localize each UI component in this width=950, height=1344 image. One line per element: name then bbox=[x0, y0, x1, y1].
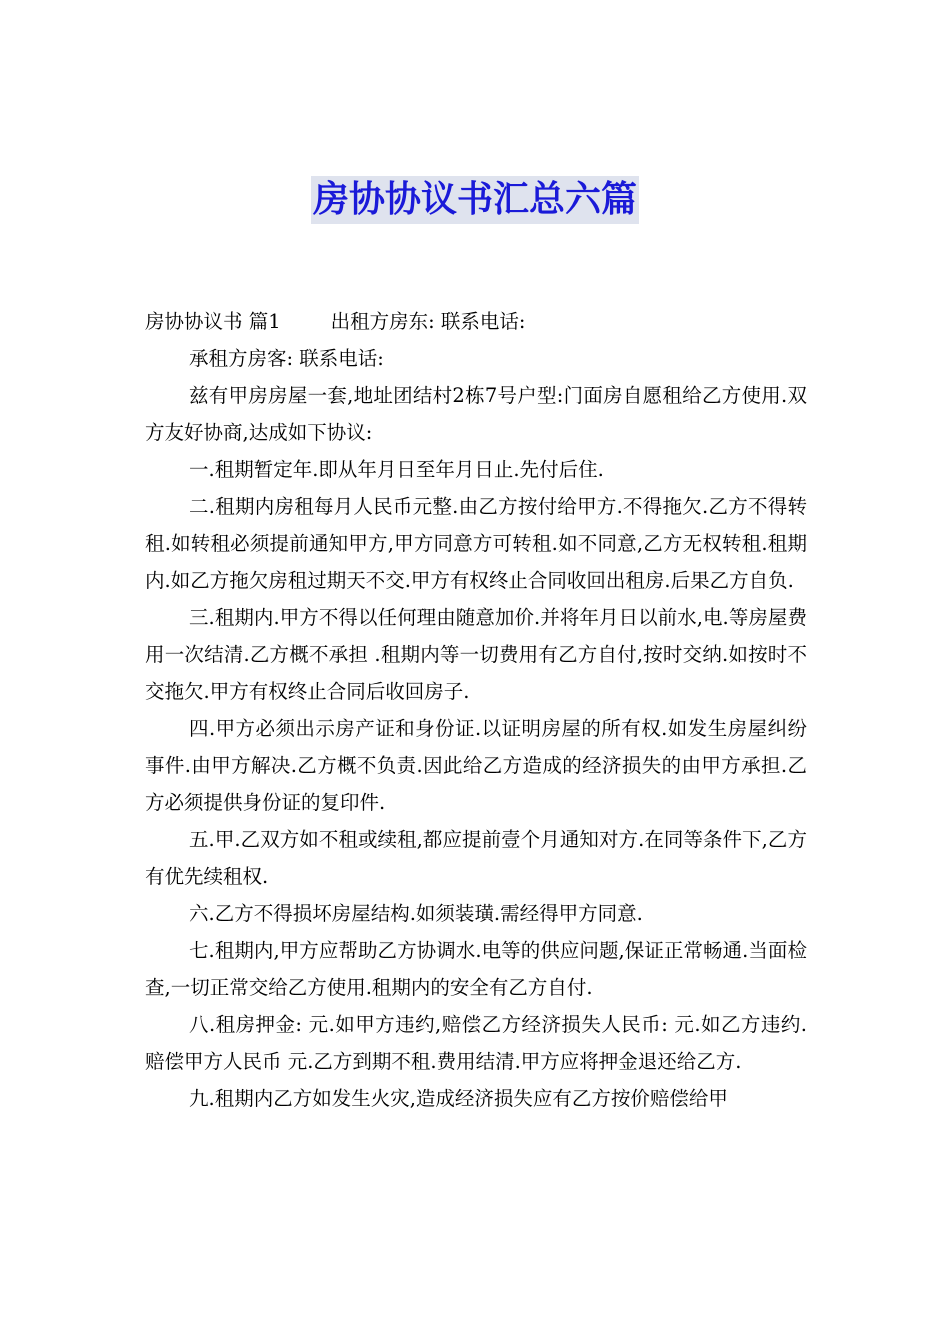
paragraph-clause-9: 九.租期内乙方如发生火灾,造成经济损失应有乙方按价赔偿给甲 bbox=[189, 1087, 728, 1110]
paragraph-clause-1: 一.租期暂定年.即从年月日至年月日止.先付后住. bbox=[189, 458, 604, 481]
document-title: 房协协议书汇总六篇 bbox=[311, 176, 639, 224]
section-label: 房协协议书 篇1 bbox=[145, 310, 281, 333]
document-body bbox=[145, 303, 807, 1117]
paragraph-intro: 兹有甲房房屋一套,地址团结村2栋7号户型:门面房自愿租给乙方使用.双方友好协商,达成如下协议: bbox=[145, 384, 807, 444]
paragraph-clause-6: 六.乙方不得损坏房屋结构.如须装璜.需经得甲方同意. bbox=[189, 902, 643, 925]
paragraph-tenant: 承租方房客: 联系电话: bbox=[189, 347, 384, 370]
paragraph-clause-3: 三.租期内.甲方不得以任何理由随意加价.并将年月日以前水,电.等房屋费用一次结清.乙方概不承担 .租期内等一切费用有乙方自付,按时交纳.如按时不交拖欠.甲方有权终止合同后收回房子. bbox=[145, 606, 807, 703]
heading-line bbox=[145, 303, 807, 340]
heading-line-text: 出租方房东: 联系电话: bbox=[330, 310, 526, 333]
paragraph-clause-4: 四.甲方必须出示房产证和身份证.以证明房屋的所有权.如发生房屋纠纷事件.由甲方解决.乙方概不负责.因此给乙方造成的经济损失的由甲方承担.乙方必须提供身份证的复印件. bbox=[145, 717, 807, 814]
paragraph-clause-7: 七.租期内,甲方应帮助乙方协调水.电等的供应问题,保证正常畅通.当面检查,一切正常交给乙方使用.租期内的安全有乙方自付. bbox=[145, 939, 807, 999]
paragraph-clause-5: 五.甲.乙双方如不租或续租,都应提前壹个月通知对方.在同等条件下,乙方有优先续租权. bbox=[145, 828, 807, 888]
paragraph-clause-8: 八.租房押金: 元.如甲方违约,赔偿乙方经济损失人民币: 元.如乙方违约.赔偿甲方人民币 元.乙方到期不租.费用结清.甲方应将押金退还给乙方. bbox=[145, 1013, 807, 1073]
paragraph-clause-2: 二.租期内房租每月人民币元整.由乙方按付给甲方.不得拖欠.乙方不得转租.如转租必须提前通知甲方,甲方同意方可转租.如不同意,乙方无权转租.租期内.如乙方拖欠房租过期天不交.甲方有权终止合同收回出租房.后果乙方自负. bbox=[145, 495, 807, 592]
title-wrapper bbox=[0, 176, 950, 224]
